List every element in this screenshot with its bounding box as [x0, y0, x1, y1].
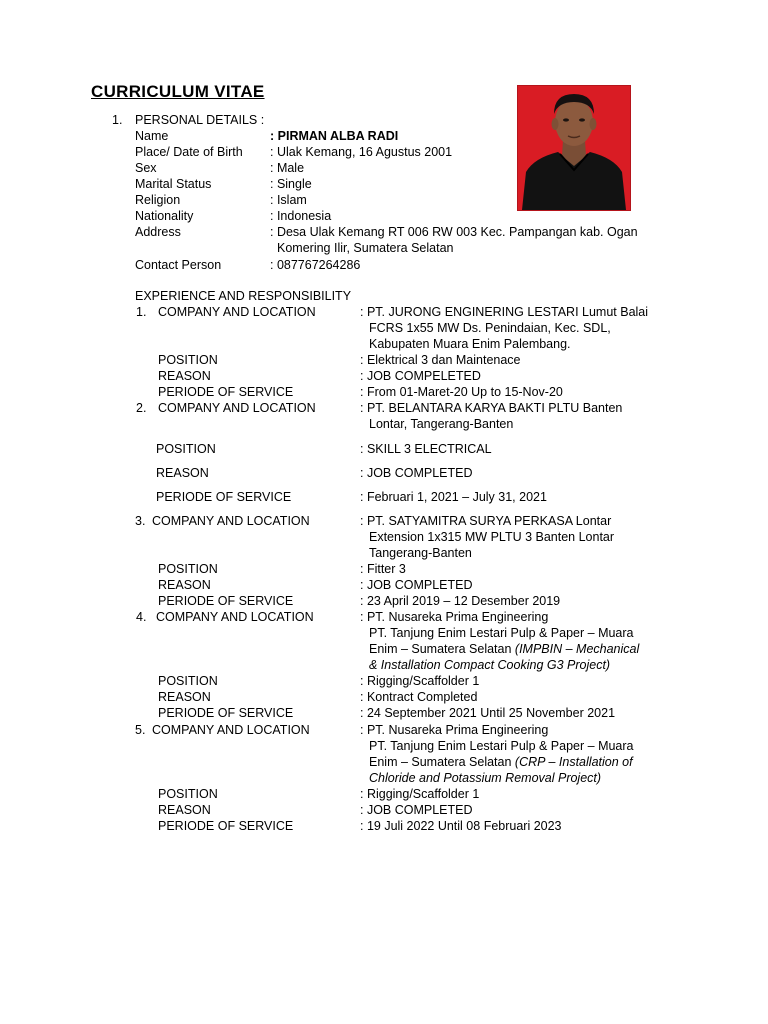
job-4-reason-label: REASON: [158, 690, 211, 704]
job-1-position-label: POSITION: [158, 353, 218, 367]
job-2-period-label: PERIODE OF SERVICE: [156, 490, 292, 504]
experience-heading: EXPERIENCE AND RESPONSIBILITY: [135, 289, 352, 303]
field-label-religion: Religion: [135, 193, 181, 207]
job-5-reason: : JOB COMPLETED: [360, 803, 473, 817]
job-1-company-line2: FCRS 1x55 MW Ds. Penindaian, Kec. SDL,: [369, 321, 611, 335]
field-value-marital: : Single: [270, 177, 312, 191]
job-5-number: 5.: [135, 723, 146, 737]
job-3-company-line3: Tangerang-Banten: [369, 546, 472, 560]
job-1-reason-label: REASON: [158, 369, 211, 383]
job-3-position-label: POSITION: [158, 562, 218, 576]
job-3-company-line2: Extension 1x315 MW PLTU 3 Banten Lontar: [369, 530, 615, 544]
job-5-position: : Rigging/Scaffolder 1: [360, 787, 480, 801]
job-4-company-line3-plain: Enim – Sumatera Selatan: [369, 642, 515, 656]
job-4-company-line3: [369, 641, 639, 657]
field-label-sex: Sex: [135, 161, 157, 175]
job-3-company-line1: : PT. SATYAMITRA SURYA PERKASA Lontar: [360, 514, 612, 528]
field-value-name: : PIRMAN ALBA RADI: [270, 129, 399, 143]
field-value-address-line2: Komering Ilir, Sumatera Selatan: [277, 241, 454, 255]
job-3-position: : Fitter 3: [360, 562, 406, 576]
job-2-company-line1: : PT. BELANTARA KARYA BAKTI PLTU Banten: [360, 401, 623, 415]
job-3-company-label: COMPANY AND LOCATION: [152, 514, 310, 528]
job-1-company-line3: Kabupaten Muara Enim Palembang.: [369, 337, 571, 351]
job-1-company-label: COMPANY AND LOCATION: [158, 305, 316, 319]
field-label-birth: Place/ Date of Birth: [135, 145, 243, 159]
job-3-period-label: PERIODE OF SERVICE: [158, 594, 294, 608]
job-5-reason-label: REASON: [158, 803, 211, 817]
job-1-period: : From 01-Maret-20 Up to 15-Nov-20: [360, 385, 563, 399]
personal-number: 1.: [112, 113, 123, 127]
job-4-period: : 24 September 2021 Until 25 November 2021: [360, 706, 616, 720]
job-2-position-label: POSITION: [156, 442, 216, 456]
field-value-contact: : 087767264286: [270, 258, 361, 272]
job-1-number: 1.: [136, 305, 147, 319]
job-5-company-label: COMPANY AND LOCATION: [152, 723, 310, 737]
job-3-number: 3.: [135, 514, 146, 528]
field-value-sex: : Male: [270, 161, 305, 175]
job-2-company-line2: Lontar, Tangerang-Banten: [369, 417, 514, 431]
job-2-reason: : JOB COMPLETED: [360, 466, 473, 480]
field-label-name: Name: [135, 129, 169, 143]
job-4-company-line2: PT. Tanjung Enim Lestari Pulp & Paper – Muara: [369, 626, 634, 640]
job-5-company-line1: : PT. Nusareka Prima Engineering: [360, 723, 549, 737]
field-label-contact: Contact Person: [135, 258, 222, 272]
job-2-reason-label: REASON: [156, 466, 209, 480]
job-4-company-line1: : PT. Nusareka Prima Engineering: [360, 610, 549, 624]
job-5-company-line3: [369, 754, 633, 770]
job-3-reason: : JOB COMPLETED: [360, 578, 473, 592]
job-1-reason: : JOB COMPELETED: [360, 369, 481, 383]
field-label-address: Address: [135, 225, 181, 239]
job-5-company-line2: PT. Tanjung Enim Lestari Pulp & Paper – Muara: [369, 739, 634, 753]
field-label-marital: Marital Status: [135, 177, 212, 191]
job-3-period: : 23 April 2019 – 12 Desember 2019: [360, 594, 561, 608]
job-4-period-label: PERIODE OF SERVICE: [158, 706, 294, 720]
job-5-position-label: POSITION: [158, 787, 218, 801]
job-1-company-line1: : PT. JURONG ENGINERING LESTARI Lumut Balai: [360, 305, 649, 319]
job-4-position: : Rigging/Scaffolder 1: [360, 674, 480, 688]
job-2-position: : SKILL 3 ELECTRICAL: [360, 442, 492, 456]
field-value-nationality: : Indonesia: [270, 209, 332, 223]
job-3-reason-label: REASON: [158, 578, 211, 592]
profile-photo: [517, 85, 631, 211]
job-4-position-label: POSITION: [158, 674, 218, 688]
page-title: CURRICULUM VITAE: [91, 82, 265, 101]
job-1-period-label: PERIODE OF SERVICE: [158, 385, 294, 399]
field-label-nationality: Nationality: [135, 209, 194, 223]
job-5-project-name-start: (CRP – Installation of: [514, 755, 633, 769]
field-value-religion: : Islam: [270, 193, 307, 207]
job-4-project-name-end: & Installation Compact Cooking G3 Project): [369, 658, 611, 672]
job-4-company-label: COMPANY AND LOCATION: [156, 610, 314, 624]
personal-heading: PERSONAL DETAILS :: [135, 113, 265, 127]
field-value-birth: : Ulak Kemang, 16 Agustus 2001: [270, 145, 453, 159]
job-5-company-line3-plain: Enim – Sumatera Selatan: [369, 755, 515, 769]
job-4-reason: : Kontract Completed: [360, 690, 478, 704]
job-2-period: : Februari 1, 2021 – July 31, 2021: [360, 490, 547, 504]
job-5-project-name-end: Chloride and Potassium Removal Project): [369, 771, 602, 785]
job-4-project-name-start: (IMPBIN – Mechanical: [514, 642, 640, 656]
job-2-company-label: COMPANY AND LOCATION: [158, 401, 316, 415]
job-1-position: : Elektrical 3 dan Maintenace: [360, 353, 521, 367]
job-4-number: 4.: [136, 610, 147, 624]
job-2-number: 2.: [136, 401, 147, 415]
field-value-address: : Desa Ulak Kemang RT 006 RW 003 Kec. Pampangan kab. Ogan: [270, 225, 638, 239]
job-5-period: : 19 Juli 2022 Until 08 Februari 2023: [360, 819, 562, 833]
job-5-period-label: PERIODE OF SERVICE: [158, 819, 294, 833]
